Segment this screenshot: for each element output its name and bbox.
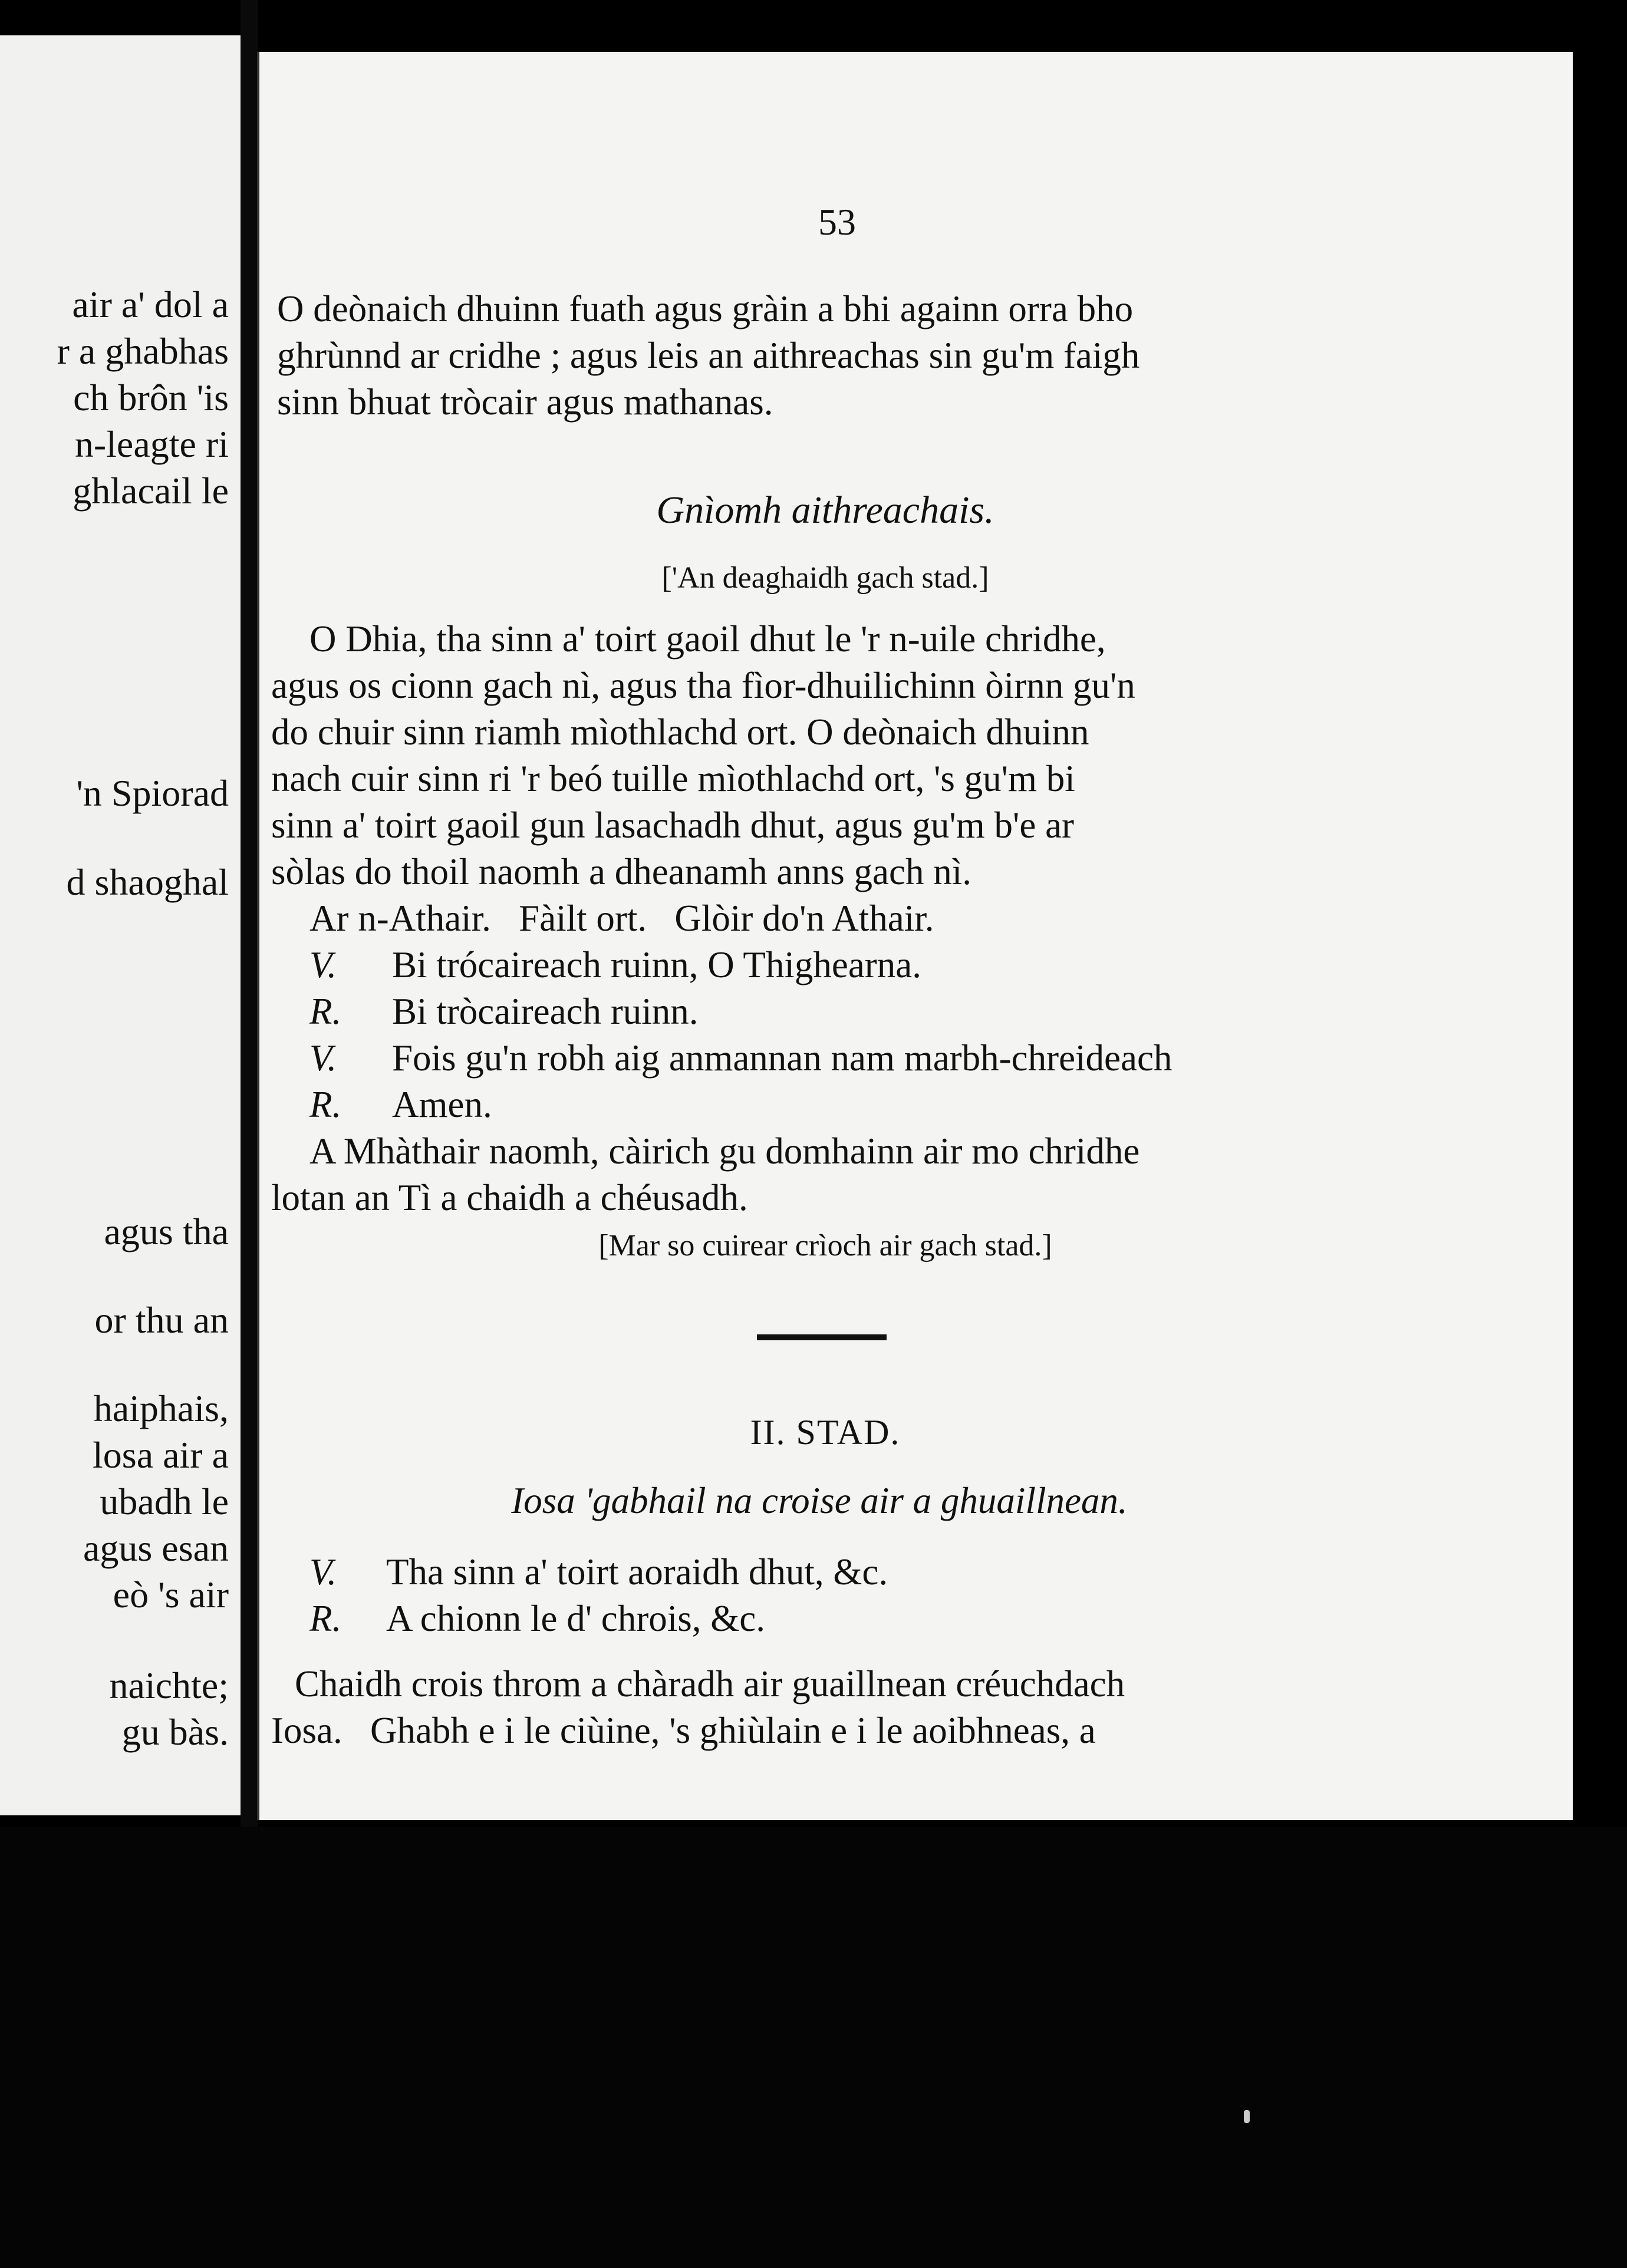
versicle-mark: V. bbox=[309, 944, 337, 985]
response-text: Amen. bbox=[392, 1084, 492, 1125]
station-response-text: A chionn le d' chrois, &c. bbox=[386, 1598, 765, 1639]
station-subtitle: Iosa 'gabhail na croise air a ghuaillnean. bbox=[511, 1480, 1128, 1521]
left-page-line: n-leagte ri bbox=[74, 423, 229, 465]
mother-line: lotan an Tì a chaidh a chéusadh. bbox=[271, 1177, 748, 1218]
paragraph-line: sòlas do thoil naomh a dheanamh anns gach nì. bbox=[271, 851, 971, 892]
left-page-line: 'n Spiorad bbox=[76, 772, 229, 814]
response-mark: R. bbox=[309, 991, 342, 1032]
left-page-line: d shaoghal bbox=[66, 861, 229, 903]
left-page-line: eò 's air bbox=[113, 1574, 229, 1616]
closing-note: [Mar so cuirear crìoch air gach stad.] bbox=[598, 1229, 1052, 1262]
response-mark: R. bbox=[309, 1084, 342, 1125]
closing-line: Chaidh crois throm a chàradh air guaillnean créuchdach bbox=[295, 1663, 1125, 1705]
paragraph-line: nach cuir sinn ri 'r beó tuille mìothlachd ort, 's gu'm bi bbox=[271, 758, 1075, 799]
left-page-line: agus tha bbox=[104, 1211, 229, 1252]
left-page-line: or thu an bbox=[94, 1299, 229, 1341]
station-title: II. STAD. bbox=[750, 1413, 901, 1452]
left-page-line: losa air a bbox=[93, 1434, 229, 1476]
left-page-line: r a ghabhas bbox=[57, 330, 229, 372]
left-page-line: air a' dol a bbox=[72, 284, 229, 325]
dust-mark bbox=[1244, 2110, 1250, 2123]
versicle-text: Fois gu'n robh aig anmannan nam marbh-chreideach bbox=[392, 1037, 1173, 1079]
opening-line: ghrùnnd ar cridhe ; agus leis an aithreachas sin gu'm faigh bbox=[277, 335, 1140, 376]
scan-background bbox=[0, 1827, 1627, 2268]
response-text: Bi tròcaireach ruinn. bbox=[392, 991, 699, 1032]
left-page-line: ghlacail le bbox=[73, 470, 229, 512]
paragraph-line: sinn a' toirt gaoil gun lasachadh dhut, agus gu'm b'e ar bbox=[271, 805, 1075, 846]
station-versicle-text: Tha sinn a' toirt aoraidh dhut, &c. bbox=[386, 1551, 888, 1593]
prayer-list: Ar n-Athair. Fàilt ort. Glòir do'n Athair. bbox=[309, 898, 934, 939]
station-response-mark: R. bbox=[309, 1598, 342, 1639]
page-number: 53 bbox=[818, 201, 856, 243]
left-page-line: naichte; bbox=[109, 1664, 229, 1706]
left-page-line: ch brôn 'is bbox=[73, 377, 229, 418]
closing-line: Iosa. Ghabh e i le ciùine, 's ghiùlain e i le aoibhneas, a bbox=[271, 1710, 1096, 1751]
section-note: ['An deaghaidh gach stad.] bbox=[661, 561, 989, 595]
left-page-line: agus esan bbox=[83, 1527, 229, 1569]
mother-line: A Mhàthair naomh, càirich gu domhainn air mo chridhe bbox=[309, 1130, 1140, 1172]
paragraph-line: O Dhia, tha sinn a' toirt gaoil dhut le 'r n-uile chridhe, bbox=[309, 618, 1106, 660]
paragraph-line: do chuir sinn riamh mìothlachd ort. O deònaich dhuinn bbox=[271, 711, 1089, 753]
opening-line: O deònaich dhuinn fuath agus gràin a bhi againn orra bho bbox=[277, 288, 1134, 329]
versicle-mark: V. bbox=[309, 1037, 337, 1079]
left-page-line: haiphais, bbox=[93, 1387, 229, 1429]
facing-page-left bbox=[0, 35, 244, 1815]
station-versicle-mark: V. bbox=[309, 1551, 337, 1593]
left-page-line: ubadh le bbox=[100, 1481, 229, 1522]
opening-line: sinn bhuat tròcair agus mathanas. bbox=[277, 381, 773, 423]
versicle-text: Bi trócaireach ruinn, O Thighearna. bbox=[392, 944, 921, 985]
left-page-line: gu bàs. bbox=[121, 1711, 229, 1753]
paragraph-line: agus os cionn gach nì, agus tha fìor-dhuilichinn òirnn gu'n bbox=[271, 665, 1135, 706]
section-heading: Gnìomh aithreachais. bbox=[656, 489, 994, 532]
section-divider bbox=[757, 1334, 887, 1340]
